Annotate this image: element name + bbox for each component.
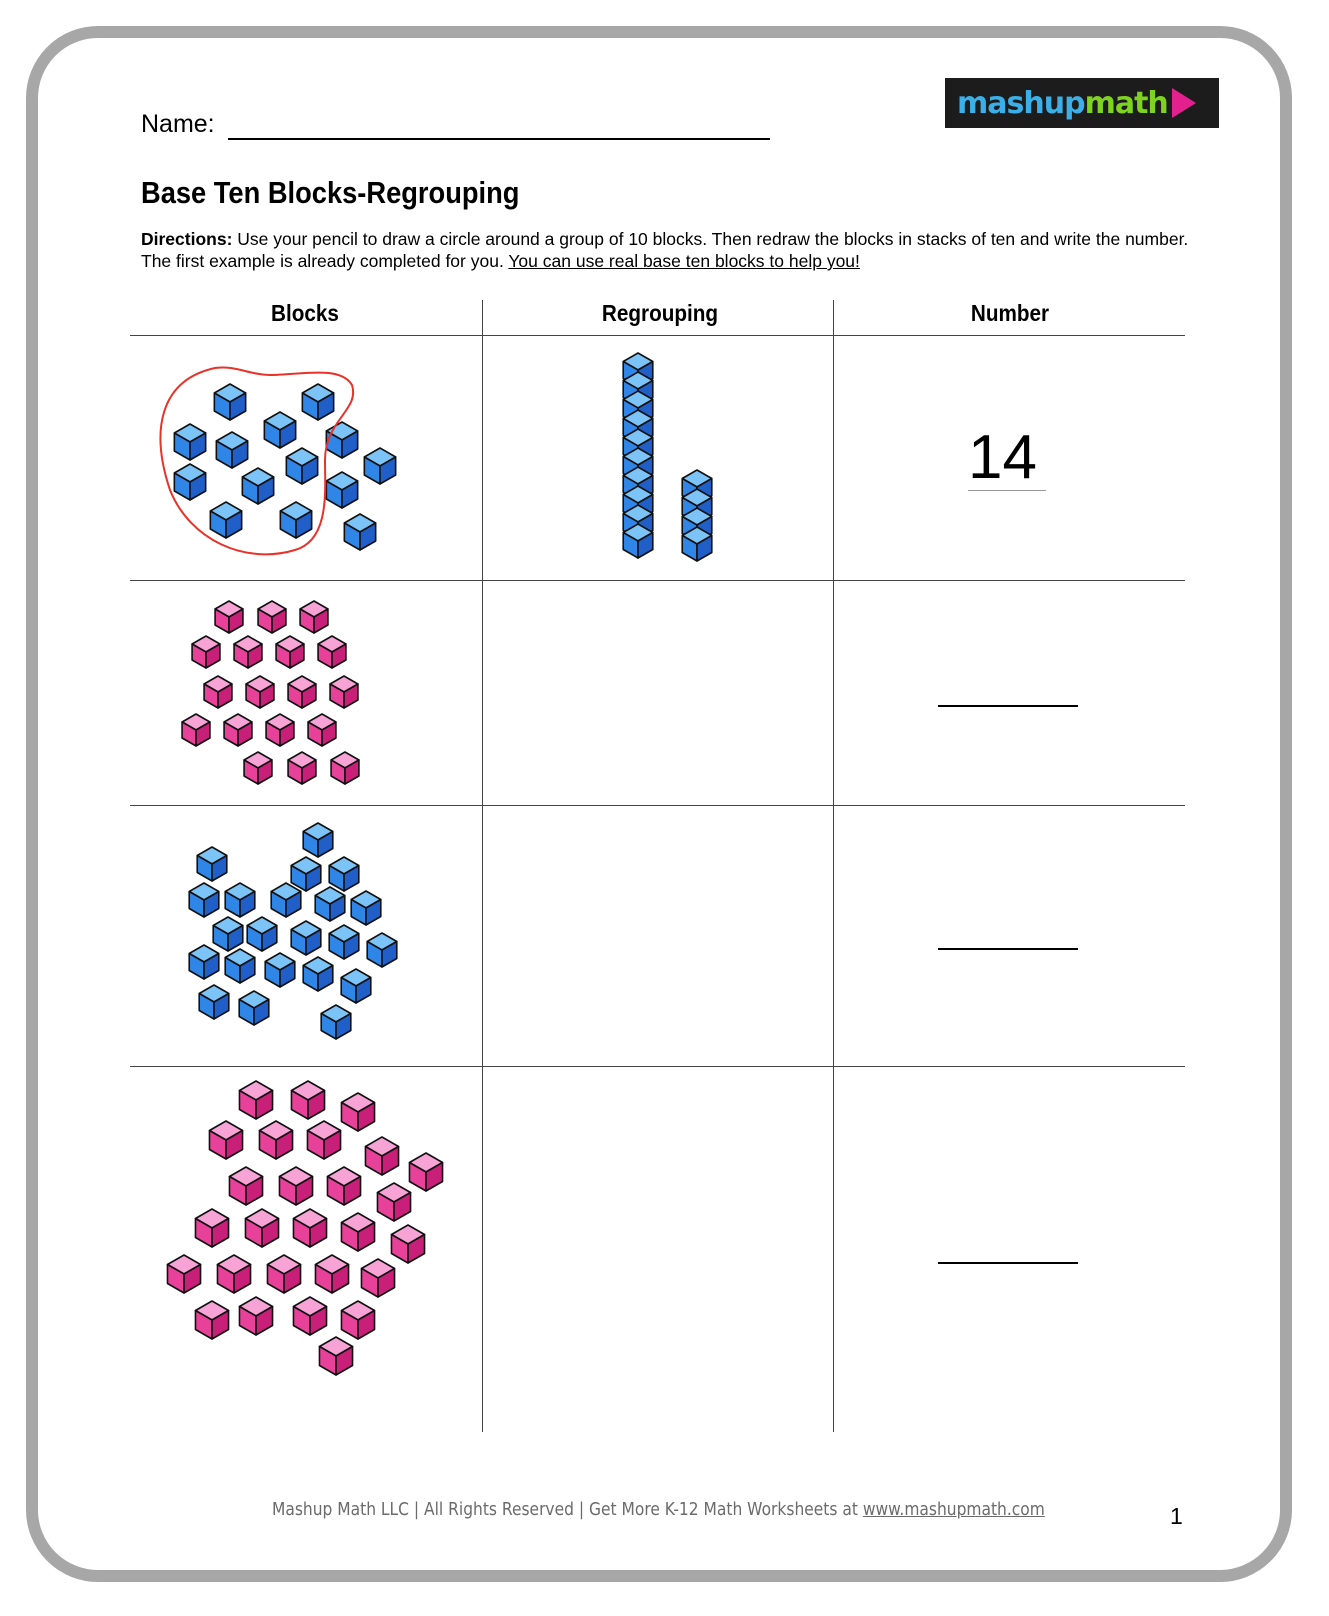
unit-cube-pink bbox=[318, 636, 346, 668]
footer bbox=[272, 1499, 1045, 1520]
unit-cube-blue bbox=[213, 917, 243, 951]
unit-cube-pink bbox=[391, 1225, 424, 1263]
unit-cube-blue bbox=[326, 422, 357, 458]
page-number: 1 bbox=[1170, 1503, 1183, 1529]
unit-cube-blue bbox=[291, 921, 321, 955]
unit-cube-blue bbox=[265, 953, 295, 987]
unit-cube-pink bbox=[239, 1297, 272, 1335]
footer-link[interactable]: www.mashupmath.com bbox=[862, 1499, 1045, 1520]
unit-cube-blue bbox=[239, 991, 269, 1025]
answer-blank-row-2[interactable] bbox=[938, 705, 1078, 707]
unit-cube-pink bbox=[361, 1259, 394, 1297]
unit-cube-pink bbox=[234, 636, 262, 668]
unit-cube-blue bbox=[242, 468, 273, 504]
unit-cube-pink bbox=[365, 1137, 398, 1175]
unit-cube-blue bbox=[214, 384, 245, 420]
unit-cube-pink bbox=[204, 676, 232, 708]
unit-cube-pink bbox=[331, 752, 359, 784]
unit-cube-blue bbox=[326, 472, 357, 508]
unit-cube-pink bbox=[293, 1209, 326, 1247]
unit-cube-pink bbox=[319, 1337, 352, 1375]
directions-tip: You can use real base ten blocks to help you! bbox=[508, 251, 860, 271]
unit-cube-pink bbox=[215, 601, 243, 633]
unit-cube-pink bbox=[330, 676, 358, 708]
unit-cube-pink bbox=[276, 636, 304, 668]
unit-cube-blue bbox=[216, 432, 247, 468]
unit-cube-pink bbox=[266, 714, 294, 746]
unit-cube-blue bbox=[225, 949, 255, 983]
unit-cube-blue bbox=[344, 514, 375, 550]
unit-cube-pink bbox=[224, 714, 252, 746]
unit-cube-pink bbox=[288, 752, 316, 784]
unit-cube-blue bbox=[199, 985, 229, 1019]
unit-cube-pink bbox=[195, 1209, 228, 1247]
unit-cube-pink bbox=[341, 1213, 374, 1251]
unit-cube-pink bbox=[209, 1121, 242, 1159]
unit-cube-pink bbox=[308, 714, 336, 746]
unit-cube-blue bbox=[364, 448, 395, 484]
example-answer-underline bbox=[968, 490, 1046, 491]
unit-cube-blue bbox=[286, 448, 317, 484]
unit-cube-pink bbox=[279, 1167, 312, 1205]
unit-cube-pink bbox=[341, 1301, 374, 1339]
unit-stack-cube bbox=[682, 527, 712, 561]
unit-cube-pink bbox=[192, 636, 220, 668]
unit-cube-blue bbox=[302, 384, 333, 420]
unit-cube-blue bbox=[321, 1005, 351, 1039]
unit-cube-blue bbox=[225, 883, 255, 917]
unit-cube-blue bbox=[303, 823, 333, 857]
unit-cube-pink bbox=[245, 1209, 278, 1247]
unit-cube-blue bbox=[271, 883, 301, 917]
example-answer: 14 bbox=[968, 423, 1037, 492]
unit-cube-pink bbox=[377, 1183, 410, 1221]
unit-cube-blue bbox=[174, 464, 205, 500]
answer-blank-row-3[interactable] bbox=[938, 948, 1078, 950]
unit-cube-pink bbox=[195, 1301, 228, 1339]
unit-cube-blue bbox=[280, 502, 311, 538]
column-header-blocks: Blocks bbox=[271, 300, 339, 326]
unit-cube-pink bbox=[409, 1153, 442, 1191]
unit-cube-blue bbox=[329, 925, 359, 959]
unit-cube-blue bbox=[210, 502, 241, 538]
unit-cube-pink bbox=[258, 601, 286, 633]
unit-cube-pink bbox=[182, 714, 210, 746]
unit-cube-blue bbox=[189, 883, 219, 917]
answer-blank-row-4[interactable] bbox=[938, 1262, 1078, 1264]
unit-cube-pink bbox=[327, 1167, 360, 1205]
unit-cube-pink bbox=[288, 676, 316, 708]
unit-cube-blue bbox=[351, 891, 381, 925]
unit-cube-blue bbox=[264, 412, 295, 448]
footer-text: Mashup Math LLC | All Rights Reserved | Get More K-12 Math Worksheets at bbox=[272, 1499, 863, 1520]
unit-cube-pink bbox=[217, 1255, 250, 1293]
unit-cube-pink bbox=[244, 752, 272, 784]
unit-cube-blue bbox=[247, 917, 277, 951]
unit-cube-pink bbox=[229, 1167, 262, 1205]
unit-cube-pink bbox=[167, 1255, 200, 1293]
unit-cube-blue bbox=[341, 969, 371, 1003]
unit-cube-pink bbox=[300, 601, 328, 633]
unit-cube-pink bbox=[267, 1255, 300, 1293]
column-header-number: Number bbox=[970, 300, 1050, 326]
unit-cube-pink bbox=[246, 676, 274, 708]
unit-cube-blue bbox=[174, 424, 205, 460]
unit-cube-blue bbox=[303, 957, 333, 991]
unit-cube-blue bbox=[329, 857, 359, 891]
unit-cube-blue bbox=[315, 887, 345, 921]
logo-text: mashupmath bbox=[957, 85, 1168, 121]
directions-text: Use your pencil to draw a circle around a group of 10 blocks. Then redraw the blocks in stacks of ten and write the number. The first example is already completed for you. bbox=[141, 229, 1189, 271]
unit-cube-pink bbox=[307, 1121, 340, 1159]
unit-cube-pink bbox=[341, 1093, 374, 1131]
unit-cube-pink bbox=[259, 1121, 292, 1159]
unit-cube-pink bbox=[293, 1297, 326, 1335]
directions-label: Directions: bbox=[141, 229, 233, 249]
ten-rod-cube bbox=[623, 524, 653, 558]
unit-cube-pink bbox=[239, 1081, 272, 1119]
unit-cube-pink bbox=[291, 1081, 324, 1119]
name-label: Name: bbox=[141, 110, 215, 138]
unit-cube-blue bbox=[197, 847, 227, 881]
worksheet-title: Base Ten Blocks-Regrouping bbox=[141, 175, 520, 210]
unit-cube-pink bbox=[315, 1255, 348, 1293]
unit-cube-blue bbox=[291, 857, 321, 891]
column-header-regrouping: Regrouping bbox=[601, 300, 719, 326]
unit-cube-blue bbox=[367, 933, 397, 967]
unit-cube-blue bbox=[189, 945, 219, 979]
